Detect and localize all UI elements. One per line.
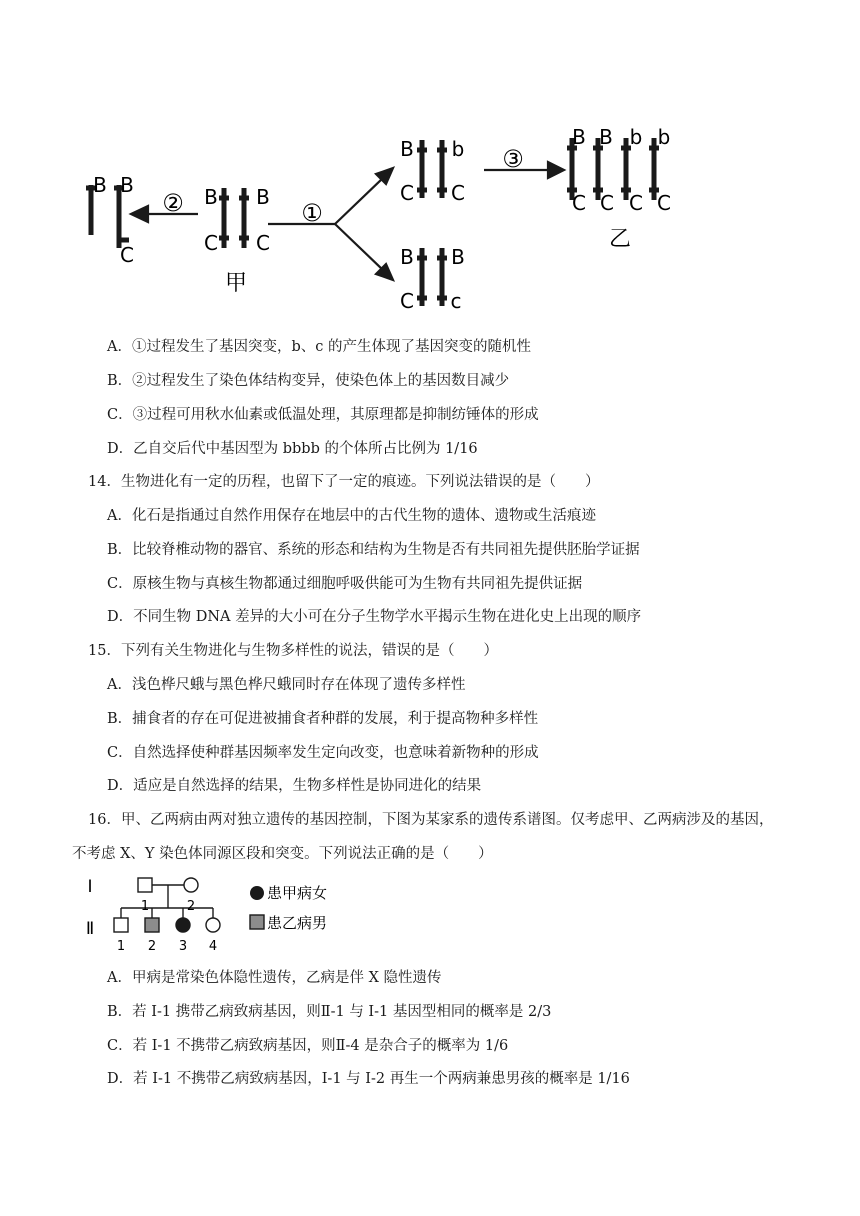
svg-text:b: b — [657, 125, 671, 149]
step-3-label: ③ — [502, 145, 524, 173]
svg-text:C: C — [400, 181, 414, 205]
svg-text:B: B — [599, 125, 613, 149]
q14-option-c: C．原核生物与真核生物都通过细胞呼吸供能可为生物有共同祖先提供证据 — [107, 576, 583, 592]
q14-option-b: B．比较脊椎动物的器官、系统的形态和结构为生物是否有共同祖先提供胚胎学证据 — [107, 542, 640, 558]
svg-text:患甲病女: 患甲病女 — [267, 884, 328, 902]
pedigree-II-2-affected-male — [145, 918, 159, 932]
svg-text:4: 4 — [208, 939, 218, 954]
q15-option-d: D．适应是自然选择的结果，生物多样性是协同进化的结果 — [107, 778, 482, 794]
svg-text:C: C — [120, 243, 134, 267]
legend-jia-female-icon — [250, 886, 264, 900]
svg-text:b: b — [629, 125, 643, 149]
svg-text:C: C — [400, 289, 414, 313]
svg-text:Ⅰ: Ⅰ — [87, 877, 93, 897]
svg-text:b: b — [451, 137, 465, 161]
q15-option-a: A．浅色桦尺蛾与黑色桦尺蛾同时存在体现了遗传多样性 — [107, 677, 466, 693]
svg-text:B: B — [400, 137, 414, 161]
svg-text:C: C — [629, 191, 643, 215]
q16-stem-line1: 16．甲、乙两病由两对独立遗传的基因控制，下图为某家系的遗传系谱图。仅考虑甲、乙两病涉及的基因， — [88, 812, 774, 828]
svg-text:B: B — [400, 245, 414, 269]
pedigree-II-3-affected-female — [176, 918, 190, 932]
q16-option-d: D．若 I-1 不携带乙病致病基因，I-1 与 I-2 再生一个两病兼患男孩的概率是 1/16 — [107, 1071, 630, 1087]
svg-text:2: 2 — [147, 939, 157, 954]
svg-text:B: B — [93, 173, 107, 197]
svg-text:B: B — [572, 125, 586, 149]
q16-option-a: A．甲病是常染色体隐性遗传，乙病是伴 X 隐性遗传 — [107, 970, 442, 986]
yi-label: 乙 — [608, 227, 632, 252]
svg-text:C: C — [600, 191, 614, 215]
svg-text:2: 2 — [186, 899, 196, 914]
q13-option-d: D．乙自交后代中基因型为 bbbb 的个体所占比例为 1/16 — [107, 441, 478, 457]
svg-text:3: 3 — [178, 939, 188, 954]
svg-text:1: 1 — [116, 939, 126, 954]
svg-text:B: B — [451, 245, 465, 269]
svg-text:C: C — [451, 181, 465, 205]
legend-yi-male-icon — [250, 915, 264, 929]
pedigree-I-2-female — [184, 878, 198, 892]
q14-stem: 14．生物进化有一定的历程，也留下了一定的痕迹。下列说法错误的是（ ） — [88, 474, 600, 490]
pedigree-I-1-male — [138, 878, 152, 892]
pedigree-II-1-male — [114, 918, 128, 932]
q14-option-a: A．化石是指通过自然作用保存在地层中的古代生物的遗体、遗物或生活痕迹 — [107, 508, 596, 524]
svg-text:B: B — [120, 173, 134, 197]
q16-option-b: B．若 I-1 携带乙病致病基因，则Ⅱ-1 与 I-1 基因型相同的概率是 2/3 — [107, 1004, 552, 1020]
svg-text:c: c — [450, 289, 462, 313]
pedigree-II-4-female — [206, 918, 220, 932]
step-2-label: ② — [162, 189, 184, 217]
svg-text:患乙病男: 患乙病男 — [267, 914, 328, 932]
q16-option-c: C．若 I-1 不携带乙病致病基因，则Ⅱ-4 是杂合子的概率为 1/6 — [107, 1038, 509, 1054]
svg-text:C: C — [657, 191, 671, 215]
svg-text:B: B — [204, 185, 218, 209]
svg-text:C: C — [572, 191, 586, 215]
svg-text:Ⅱ: Ⅱ — [85, 919, 95, 939]
svg-text:C: C — [256, 231, 270, 255]
q14-option-d: D．不同生物 DNA 差异的大小可在分子生物学水平揭示生物在进化史上出现的顺序 — [107, 609, 642, 625]
q15-option-b: B．捕食者的存在可促进被捕食者种群的发展，利于提高物种多样性 — [107, 711, 539, 727]
q15-option-c: C．自然选择使种群基因频率发生定向改变，也意味着新物种的形成 — [107, 745, 539, 761]
svg-text:B: B — [256, 185, 270, 209]
q13-option-a: A．①过程发生了基因突变，b、c 的产生体现了基因突变的随机性 — [107, 339, 531, 355]
chromosome-figure — [0, 110, 860, 325]
q13-option-c: C．③过程可用秋水仙素或低温处理，其原理都是抑制纺锤体的形成 — [107, 407, 539, 423]
pedigree-chart — [70, 870, 370, 960]
q13-option-b: B．②过程发生了染色体结构变异，使染色体上的基因数目减少 — [107, 373, 510, 389]
q16-stem-line2: 不考虑 X、Y 染色体同源区段和突变。下列说法正确的是（ ） — [72, 846, 493, 862]
jia-label: 甲 — [224, 271, 248, 296]
svg-text:C: C — [204, 231, 218, 255]
step-1-label: ① — [301, 199, 323, 227]
q15-stem: 15．下列有关生物进化与生物多样性的说法，错误的是（ ） — [88, 643, 498, 659]
svg-text:1: 1 — [140, 899, 150, 914]
